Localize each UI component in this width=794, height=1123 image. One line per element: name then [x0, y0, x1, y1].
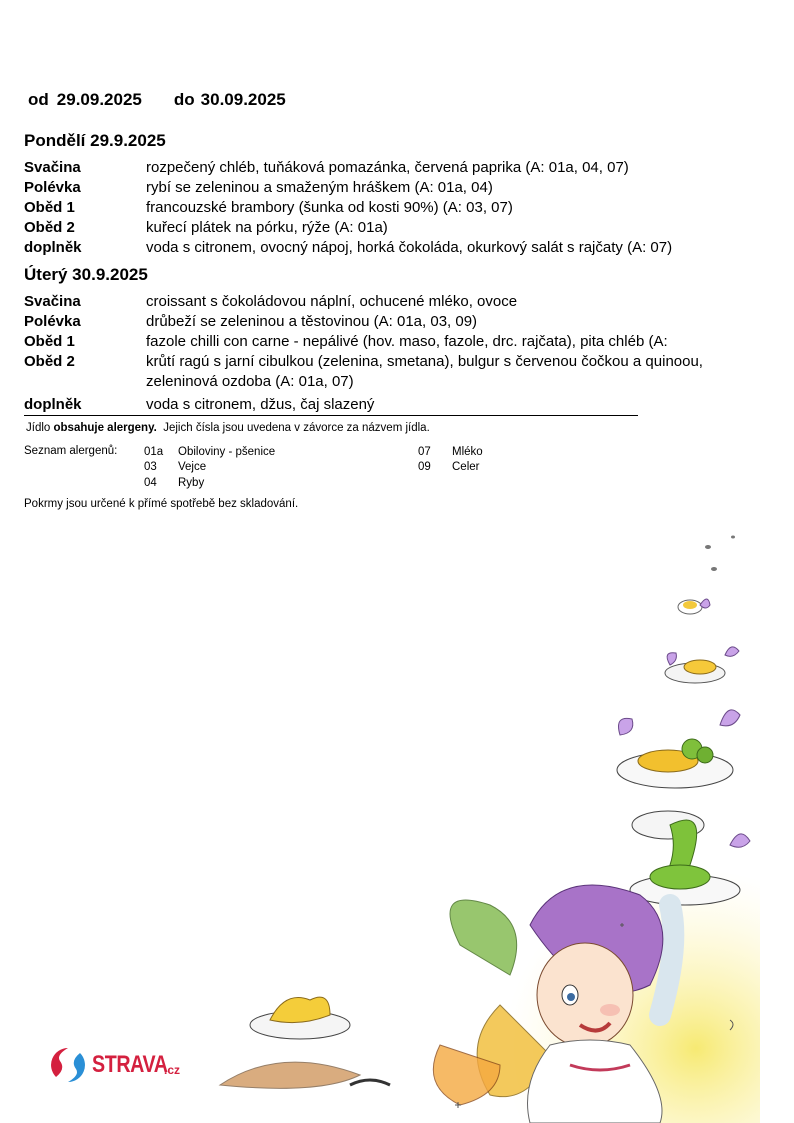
storage-note: Pokrmy jsou určené k přímé spotřebě bez skladování. [24, 498, 299, 510]
period-from-date: 29.09.2025 [56, 90, 142, 109]
meal-value: kuřecí plátek na pórku, rýže (A: 01a) [146, 219, 388, 236]
allergen-name: Ryby [178, 477, 205, 489]
allergen-code: 04 [144, 477, 157, 489]
meal-label: Svačina [24, 293, 81, 310]
strava-logo [48, 1045, 198, 1089]
meal-value: voda s citronem, džus, čaj slazený [146, 396, 375, 413]
allergen-note-prefix: Jídlo [26, 422, 51, 434]
meal-value: rybí se zeleninou a smaženým hráškem (A: 01a, 04) [146, 179, 493, 196]
meal-value: voda s citronem, ovocný nápoj, horká čokoláda, okurkový salát s rajčaty (A: 07) [146, 239, 673, 256]
meal-label: doplněk [24, 239, 82, 256]
allergen-item [144, 460, 404, 475]
period-to-label: do [173, 90, 195, 109]
meal-label: Polévka [24, 313, 81, 330]
menu-period [28, 90, 286, 110]
strava-logo-word: STRAVA [92, 1051, 168, 1078]
meal-value: krůtí ragú s jarní cibulkou (zelenina, smetana), bulgur s červenou čočkou a quinoou, zeleninová ozdoba (A: 01a, 07) [146, 353, 703, 390]
divider [24, 415, 638, 416]
meal-label: doplněk [24, 396, 82, 413]
allergen-code: 01a [144, 446, 164, 458]
allergen-note-bold: obsahuje alergeny. [53, 422, 157, 434]
meal-label: Oběd 1 [24, 199, 75, 216]
allergen-code: 07 [418, 446, 431, 458]
meal-value: rozpečený chléb, tuňáková pomazánka, červená paprika (A: 01a, 04, 07) [146, 159, 629, 176]
allergen-note [26, 422, 430, 434]
day-title: Úterý 30.9.2025 [24, 265, 148, 284]
side-plate [250, 997, 350, 1039]
allergen-name: Mléko [452, 446, 483, 458]
allergen-list-title: Seznam alergenů: [24, 445, 118, 457]
day-title: Pondělí 29.9.2025 [24, 131, 166, 150]
allergen-item [418, 460, 578, 475]
allergen-item [144, 476, 404, 491]
meal-label: Oběd 1 [24, 333, 75, 350]
allergen-item [144, 445, 404, 460]
floating-plate [617, 710, 740, 788]
allergen-code: 03 [144, 461, 157, 473]
allergen-code: 09 [418, 461, 431, 473]
allergen-name: Vejce [178, 461, 207, 473]
strava-logo-tld: .cz [164, 1063, 181, 1077]
floating-plate [665, 647, 739, 683]
period-to-date: 30.09.2025 [200, 90, 286, 109]
allergen-note-suffix: Jejich čísla jsou uvedena v závorce za názvem jídla. [163, 422, 430, 434]
strava-logo-icon [48, 1045, 88, 1085]
meal-value: francouzské brambory (šunka od kosti 90%) (A: 03, 07) [146, 199, 513, 216]
meal-value: drůbeží se zeleninou a těstovinou (A: 01a, 03, 09) [146, 313, 478, 330]
allergen-name: Celer [452, 461, 480, 473]
meal-label: Oběd 2 [24, 219, 75, 236]
fairy-waiter-illustration [200, 525, 760, 1123]
allergen-item [418, 445, 578, 460]
allergen-name: Obiloviny - pšenice [178, 446, 276, 458]
meal-label: Oběd 2 [24, 353, 75, 370]
butterfly-dish-small [678, 599, 710, 614]
meal-value: fazole chilli con carne - nepálivé (hov. maso, fazole, drc. rajčata), pita chléb (A: [146, 333, 668, 350]
meal-label: Svačina [24, 159, 81, 176]
meal-label: Polévka [24, 179, 81, 196]
meal-value: croissant s čokoládovou náplní, ochucené mléko, ovoce [146, 293, 518, 310]
period-from-label: od [28, 90, 49, 109]
